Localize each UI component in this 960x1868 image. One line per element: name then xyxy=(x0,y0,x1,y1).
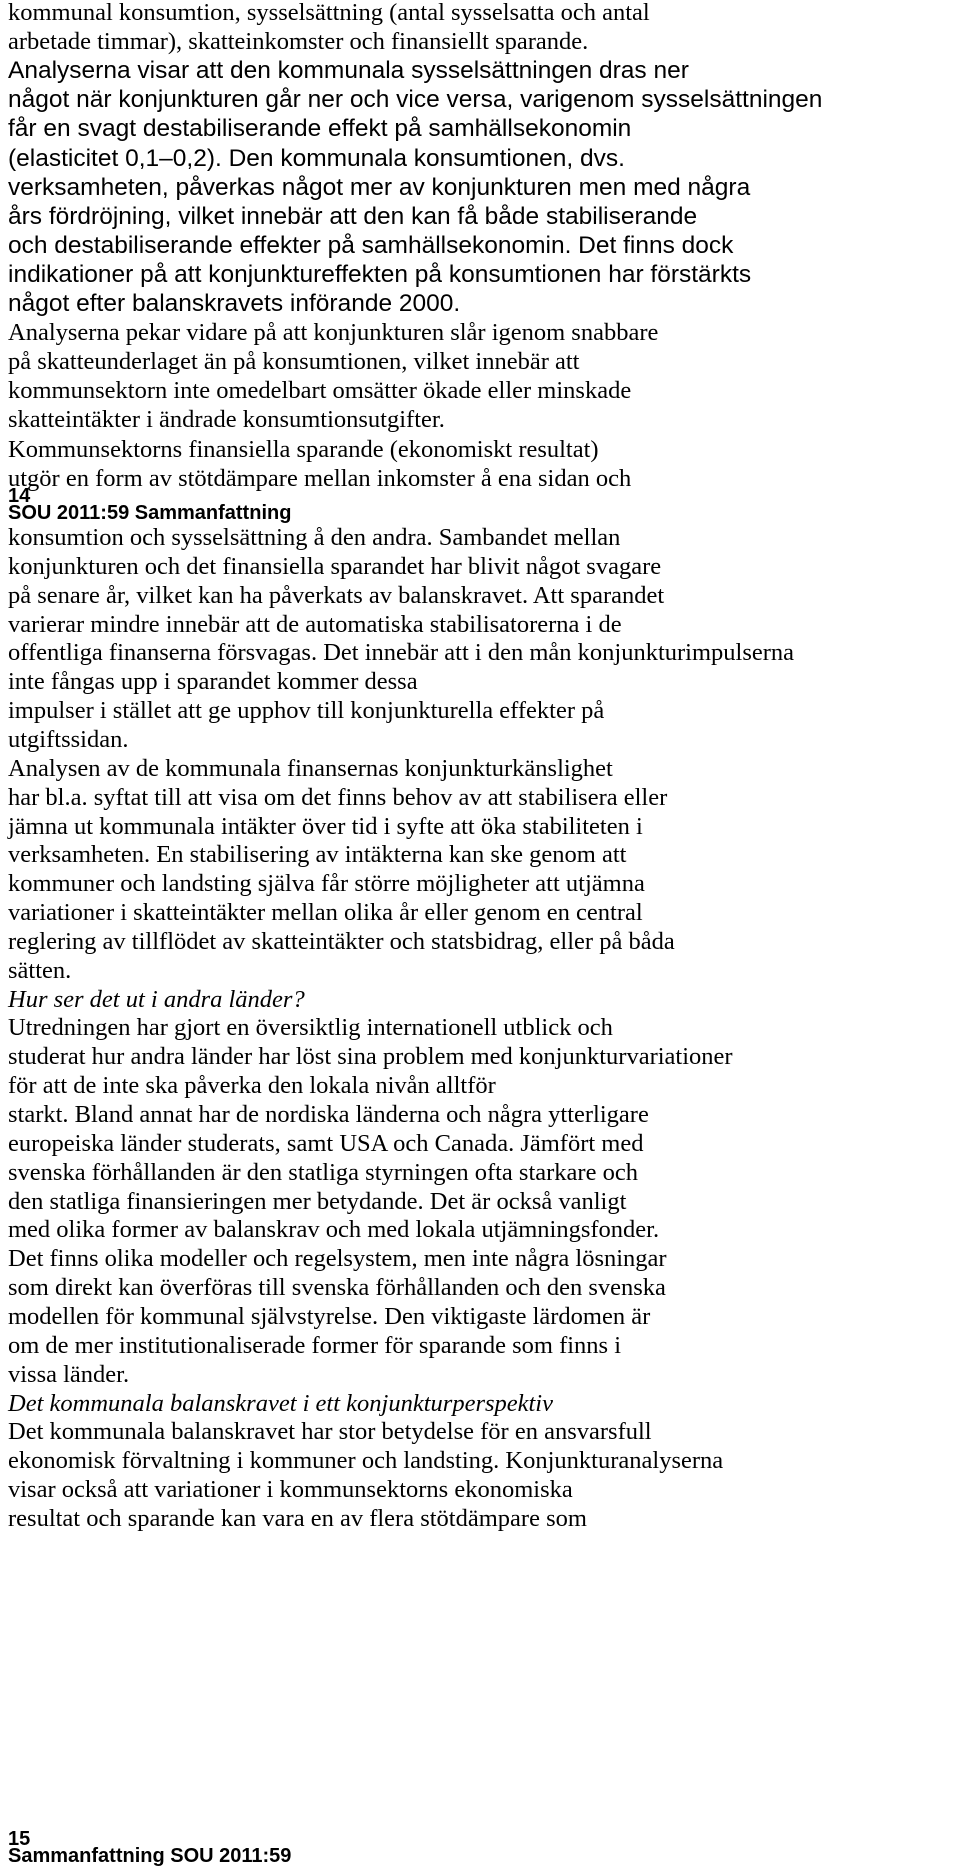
text-line: modellen för kommunal självstyrelse. Den viktigaste lärdomen är xyxy=(8,1302,651,1330)
text-line: studerat hur andra länder har löst sina problem med konjunkturvariationer xyxy=(8,1043,733,1071)
text-line: (elasticitet 0,1–0,2). Den kommunala konsumtionen, dvs. xyxy=(8,144,625,172)
text-line: något när konjunkturen går ner och vice versa, varigenom sysselsättningen xyxy=(8,86,823,114)
text-line: Det finns olika modeller och regelsystem, men inte några lösningar xyxy=(8,1245,667,1273)
text-line: konjunkturen och det finansiella sparandet har blivit något svagare xyxy=(8,552,662,580)
running-header: Sammanfattning SOU 2011:59 xyxy=(8,1845,292,1867)
text-line: Kommunsektorns finansiella sparande (ekonomiskt resultat) xyxy=(8,435,599,463)
text-line: skatteintäkter i ändrade konsumtionsutgifter. xyxy=(8,406,445,434)
text-line: inte fångas upp i sparandet kommer dessa xyxy=(8,668,418,696)
text-line: utgiftssidan. xyxy=(8,725,129,753)
text-line: impulser i stället att ge upphov till konjunkturella effekter på xyxy=(8,697,605,725)
text-line: kommunsektorn inte omedelbart omsätter ökade eller minskade xyxy=(8,377,632,405)
text-line: har bl.a. syftat till att visa om det finns behov av att stabilisera eller xyxy=(8,783,668,811)
text-line: får en svagt destabiliserande effekt på samhällsekonomin xyxy=(8,115,632,143)
text-line: verksamheten. En stabilisering av intäkterna kan ske genom att xyxy=(8,841,627,869)
text-line: visar också att variationer i kommunsektorns ekonomiska xyxy=(8,1476,573,1504)
text-line: Hur ser det ut i andra länder? xyxy=(8,985,305,1013)
text-line: och destabiliserande effekter på samhällsekonomin. Det finns dock xyxy=(8,231,734,259)
text-line: verksamheten, påverkas något mer av konjunkturen men med några xyxy=(8,173,751,201)
page-number: 15 xyxy=(8,1828,31,1850)
text-line: Analyserna visar att den kommunala sysselsättningen dras ner xyxy=(8,57,689,85)
text-line: Det kommunala balanskravet i ett konjunkturperspektiv xyxy=(8,1389,553,1417)
text-line: starkt. Bland annat har de nordiska länderna och några ytterligare xyxy=(8,1101,649,1128)
text-line: Utredningen har gjort en översiktlig internationell utblick och xyxy=(8,1014,613,1042)
text-line: som direkt kan överföras till svenska förhållanden och den svenska xyxy=(8,1274,666,1302)
text-line: om de mer institutionaliserade former för sparande som finns i xyxy=(8,1331,622,1359)
text-line: på senare år, vilket kan ha påverkats av balanskravet. Att sparandet xyxy=(8,581,665,609)
text-line: vissa länder. xyxy=(8,1360,130,1388)
text-line: Analyserna pekar vidare på att konjunkturen slår igenom snabbare xyxy=(8,319,659,347)
text-line: konsumtion och sysselsättning å den andra. Sambandet mellan xyxy=(8,524,621,551)
text-line: svenska förhållanden är den statliga styrningen ofta starkare och xyxy=(8,1158,638,1186)
text-line: kommunal konsumtion, sysselsättning (antal sysselsatta och antal xyxy=(8,0,650,26)
text-line: utgör en form av stötdämpare mellan inkomster å ena sidan och xyxy=(8,464,632,492)
page-number: 14 xyxy=(8,485,31,507)
text-line: för att de inte ska påverka den lokala nivån alltför xyxy=(8,1072,496,1100)
text-line: ekonomisk förvaltning i kommuner och landsting. Konjunkturanalyserna xyxy=(8,1447,724,1475)
text-line: jämna ut kommunala intäkter över tid i syfte att öka stabiliteten i xyxy=(8,812,643,840)
text-line: sätten. xyxy=(8,956,72,984)
text-line: offentliga finanserna försvagas. Det innebär att i den mån konjunkturimpulserna xyxy=(8,639,795,667)
text-line: den statliga finansieringen mer betydande. Det är också vanligt xyxy=(8,1187,627,1215)
text-line: variationer i skatteintäkter mellan olika år eller genom en central xyxy=(8,899,643,927)
text-line: europeiska länder studerats, samt USA och Canada. Jämfört med xyxy=(8,1129,644,1157)
text-line: arbetade timmar), skatteinkomster och finansiellt sparande. xyxy=(8,28,589,56)
text-line: resultat och sparande kan vara en av flera stötdämpare som xyxy=(8,1504,587,1532)
text-line: varierar mindre innebär att de automatiska stabilisatorerna i de xyxy=(8,610,622,638)
text-line: med olika former av balanskrav och med lokala utjämningsfonder. xyxy=(8,1216,660,1244)
running-header: SOU 2011:59 Sammanfattning xyxy=(8,502,292,524)
text-line: reglering av tillflödet av skatteintäkter och statsbidrag, eller på båda xyxy=(8,927,675,955)
text-line: års fördröjning, vilket innebär att den kan få både stabiliserande xyxy=(8,202,698,230)
text-line: Det kommunala balanskravet har stor betydelse för en ansvarsfull xyxy=(8,1418,652,1446)
text-line: på skatteunderlaget än på konsumtionen, vilket innebär att xyxy=(8,348,580,376)
text-line: något efter balanskravets införande 2000. xyxy=(8,290,461,317)
text-line: indikationer på att konjunktureffekten på konsumtionen har förstärkts xyxy=(8,260,752,288)
text-line: kommuner och landsting själva får större möjligheter att utjämna xyxy=(8,870,645,898)
text-line: Analysen av de kommunala finansernas konjunkturkänslighet xyxy=(8,754,613,782)
